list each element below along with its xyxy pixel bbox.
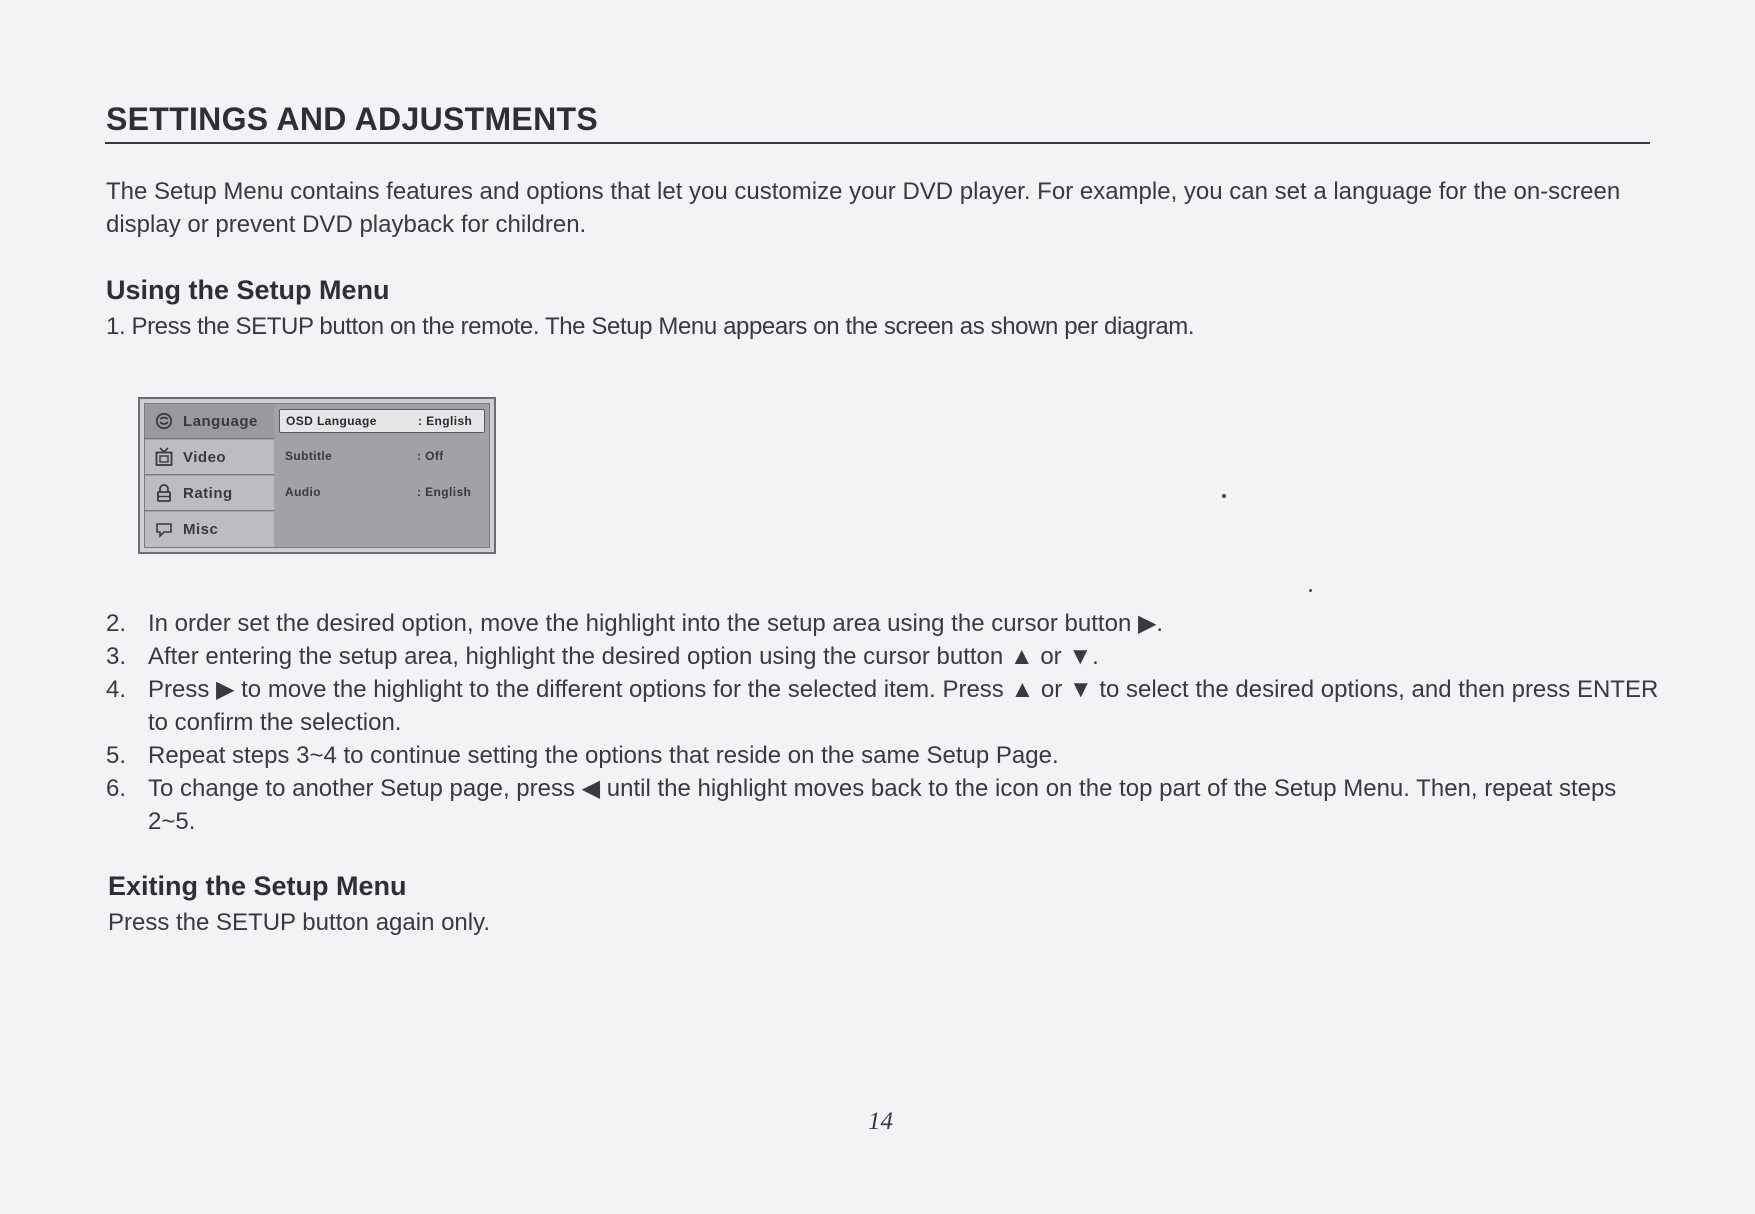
tab-rating	[145, 476, 274, 511]
tab-language	[145, 404, 274, 439]
step-text: After entering the setup area, highlight the desired option using the cursor button ▲ or ▼.	[148, 643, 1099, 670]
scan-speck	[1222, 494, 1226, 498]
speech-bubble-icon	[151, 521, 177, 539]
option-audio	[279, 480, 485, 504]
step-text: In order set the desired option, move the highlight into the setup area using the cursor button ▶.	[148, 610, 1164, 637]
step-text: To change to another Setup page, press ◀ until the highlight moves back to the icon on the top part of the Setup Menu. Then, repeat steps 2~5.	[148, 775, 1617, 835]
list-item	[106, 739, 1666, 772]
option-value: : Off	[417, 449, 444, 463]
option-value: : English	[417, 485, 472, 499]
title-divider	[105, 142, 1650, 144]
step-text: Repeat steps 3~4 to continue setting the options that reside on the same Setup Page.	[148, 742, 1059, 769]
exit-instruction: Press the SETUP button again only.	[108, 909, 490, 936]
page-number: 14	[868, 1108, 893, 1135]
using-setup-menu-heading: Using the Setup Menu	[106, 275, 390, 305]
option-label: Audio	[285, 485, 321, 499]
setup-menu-options	[275, 404, 489, 547]
option-label: Subtitle	[285, 449, 333, 463]
setup-menu-diagram	[138, 397, 496, 554]
option-value: : English	[418, 414, 473, 428]
intro-paragraph: The Setup Menu contains features and options that let you customize your DVD player. For example, you can set a language for the on-screen display or prevent DVD playback for children.	[106, 178, 1621, 238]
step-number: 3.	[106, 643, 127, 670]
step-number: 4.	[106, 676, 127, 703]
language-icon	[151, 412, 177, 430]
page-title: SETTINGS AND ADJUSTMENTS	[106, 101, 598, 137]
list-item	[106, 640, 1666, 673]
tab-language-label: Language	[183, 412, 258, 430]
setup-menu-panel	[144, 403, 490, 548]
list-item	[106, 772, 1666, 838]
step-number: 2.	[106, 610, 127, 637]
step-number: 6.	[106, 775, 127, 802]
step-text: Press ▶ to move the highlight to the different options for the selected item. Press ▲ or ▼ to select the desired options, and then press ENTER to confirm the selection.	[148, 676, 1659, 736]
steps-list	[106, 607, 1666, 838]
step-1: 1. Press the SETUP button on the remote. The Setup Menu appears on the screen as shown per diagram.	[106, 313, 1195, 340]
scan-speck	[1309, 589, 1312, 592]
tab-video-label: Video	[183, 448, 227, 466]
tab-misc	[145, 512, 274, 547]
step-number: 5.	[106, 742, 127, 769]
list-item	[106, 673, 1666, 739]
setup-menu-tabs	[145, 404, 274, 547]
tab-video	[145, 440, 274, 475]
list-item	[106, 607, 1666, 640]
option-label: OSD Language	[286, 414, 377, 428]
option-osd-language	[279, 409, 485, 433]
tab-rating-label: Rating	[183, 484, 233, 502]
lock-icon	[151, 483, 177, 503]
exiting-setup-menu-heading: Exiting the Setup Menu	[108, 871, 407, 901]
option-subtitle	[279, 444, 485, 468]
tv-icon	[151, 447, 177, 467]
tab-misc-label: Misc	[183, 521, 219, 538]
